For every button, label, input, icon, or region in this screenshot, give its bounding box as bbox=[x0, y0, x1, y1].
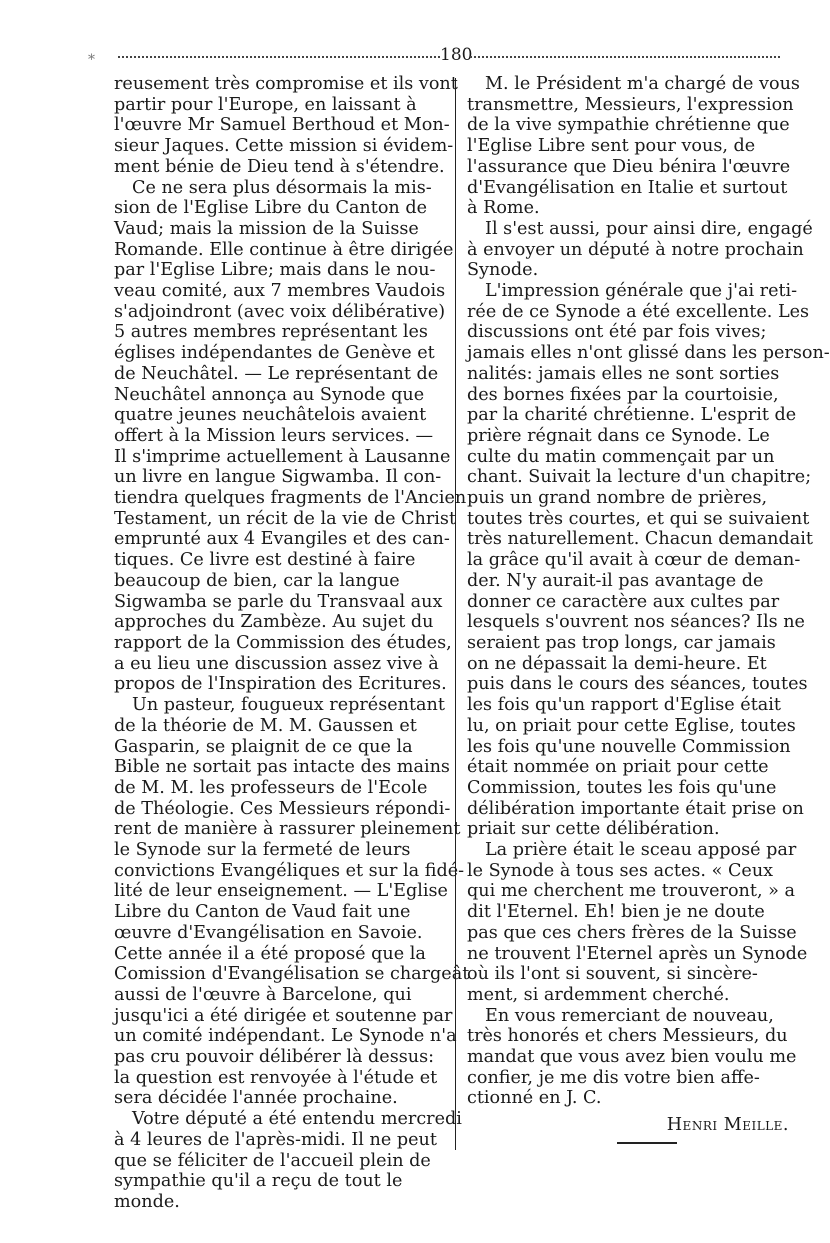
text-line: rent de manière à rassurer pleinement bbox=[114, 819, 461, 840]
text-line: Romande. Elle continue à être dirigée bbox=[114, 239, 454, 260]
text-line: transmettre, Messieurs, l'expression bbox=[467, 94, 794, 115]
text-line: approches du Zambèze. Au sujet du bbox=[114, 612, 434, 633]
text-line: mandat que vous avez bien voulu me bbox=[467, 1047, 797, 1068]
signature: Henri Meille. bbox=[666, 1115, 789, 1136]
text-line: jamais elles n'ont glissé dans les person- bbox=[467, 343, 830, 364]
text-line: a eu lieu une discussion assez vive à bbox=[114, 653, 439, 674]
text-line: priait sur cette délibération. bbox=[467, 819, 720, 840]
text-line: tiques. Ce livre est destiné à faire bbox=[114, 550, 416, 571]
right-column bbox=[467, 74, 830, 1144]
text-line: à Rome. bbox=[467, 198, 540, 219]
text-line: très honorés et chers Messieurs, du bbox=[467, 1026, 788, 1047]
text-line: Vaud; mais la mission de la Suisse bbox=[114, 218, 419, 239]
text-line: très naturellement. Chacun demandait bbox=[467, 529, 813, 550]
text-line: délibération importante était prise on bbox=[467, 798, 804, 819]
text-line: l'Eglise Libre sent pour vous, de bbox=[467, 136, 756, 157]
text-line: Cette année il a été proposé que la bbox=[114, 943, 426, 964]
text-line: de Théologie. Ces Messieurs répondi- bbox=[114, 798, 451, 819]
text-line: tiendra quelques fragments de l'Ancien bbox=[114, 488, 467, 509]
paragraph bbox=[114, 1109, 462, 1213]
text-line: Il s'est aussi, pour ainsi dire, engagé bbox=[485, 218, 813, 239]
text-line: reusement très compromise et ils vont bbox=[114, 74, 458, 94]
paragraph bbox=[467, 840, 808, 1006]
text-line: les fois qu'un rapport d'Eglise était bbox=[467, 695, 781, 716]
text-line: Sigwamba se parle du Transvaal aux bbox=[114, 591, 443, 612]
text-line: lesquels s'ouvrent nos séances? Ils ne bbox=[467, 612, 805, 633]
text-line: sion de l'Eglise Libre du Canton de bbox=[114, 198, 428, 219]
text-line: Il s'imprime actuellement à Lausanne bbox=[114, 446, 451, 467]
paragraph bbox=[114, 695, 470, 1109]
text-line: beaucoup de bien, car la langue bbox=[114, 570, 400, 591]
text-line: convictions Evangéliques et sur la fidé- bbox=[114, 860, 465, 881]
text-line: ment, si ardemment cherché. bbox=[467, 984, 730, 1005]
text-line: Libre du Canton de Vaud fait une bbox=[114, 902, 411, 923]
paragraph bbox=[114, 74, 458, 178]
text-line: œuvre d'Evangélisation en Savoie. bbox=[114, 922, 423, 943]
text-line: En vous remerciant de nouveau, bbox=[485, 1005, 774, 1026]
text-line: seraient pas trop longs, car jamais bbox=[467, 632, 776, 653]
margin-mark: * bbox=[88, 52, 95, 68]
text-line: Bible ne sortait pas intacte des mains bbox=[114, 757, 450, 778]
text-line: à envoyer un député à notre prochain bbox=[467, 239, 804, 260]
text-line: jusqu'ici a été dirigée et soutenne par bbox=[114, 1005, 453, 1026]
text-line: pas cru pouvoir délibérer là dessus: bbox=[114, 1047, 435, 1068]
text-line: on ne dépassait la demi-heure. Et bbox=[467, 653, 767, 674]
text-line: l'assurance que Dieu bénira l'œuvre bbox=[467, 156, 791, 177]
paragraph bbox=[467, 1005, 797, 1110]
text-line: Votre député a été entendu mercredi bbox=[132, 1109, 462, 1130]
column-divider bbox=[455, 78, 456, 1150]
text-line: lu, on priait pour cette Eglise, toutes bbox=[467, 715, 796, 736]
text-line: qui me cherchent me trouveront, » a bbox=[467, 881, 795, 902]
text-line: Gasparin, se plaignit de ce que la bbox=[114, 736, 413, 757]
text-line: Neuchâtel annonça au Synode que bbox=[114, 384, 425, 405]
text-line: monde. bbox=[114, 1191, 180, 1212]
text-line: lité de leur enseignement. — L'Eglise bbox=[114, 881, 448, 902]
paragraph bbox=[114, 177, 467, 696]
text-line: quatre jeunes neuchâtelois avaient bbox=[114, 405, 427, 426]
end-rule bbox=[617, 1142, 677, 1144]
text-line: discussions ont été par fois vives; bbox=[467, 322, 767, 343]
text-line: M. le Président m'a chargé de vous bbox=[485, 74, 800, 94]
text-line: nalités: jamais elles ne sont sorties bbox=[467, 363, 780, 384]
text-line: sympathie qu'il a reçu de tout le bbox=[114, 1171, 403, 1192]
text-line: églises indépendantes de Genève et bbox=[114, 343, 435, 364]
text-line: Synode. bbox=[467, 260, 539, 281]
page-header bbox=[118, 44, 780, 66]
text-line: Ce ne sera plus désormais la mis- bbox=[132, 177, 432, 198]
text-line: pas que ces chers frères de la Suisse bbox=[467, 922, 797, 943]
text-line: veau comité, aux 7 membres Vaudois bbox=[114, 281, 446, 302]
text-line: Commission, toutes les fois qu'une bbox=[467, 777, 777, 798]
text-line: de Neuchâtel. — Le représentant de bbox=[114, 363, 439, 384]
text-line: donner ce caractère aux cultes par bbox=[467, 591, 780, 612]
text-line: toutes très courtes, et qui se suivaient bbox=[467, 508, 810, 529]
text-line: un livre en langue Sigwamba. Il con- bbox=[114, 467, 442, 488]
text-line: der. N'y aurait-il pas avantage de bbox=[467, 570, 764, 591]
text-line: de M. M. les professeurs de l'Ecole bbox=[114, 777, 428, 798]
text-line: puis dans le cours des séances, toutes bbox=[467, 674, 808, 695]
paragraph bbox=[467, 281, 830, 840]
text-line: ment bénie de Dieu tend à s'étendre. bbox=[114, 156, 445, 177]
text-line: la grâce qu'il avait à cœur de deman- bbox=[467, 550, 801, 571]
text-line: où ils l'ont si souvent, si sincère- bbox=[467, 964, 758, 985]
header-rule-left bbox=[118, 56, 440, 58]
text-line: 5 autres membres représentant les bbox=[114, 322, 428, 343]
text-line: Testament, un récit de la vie de Christ bbox=[114, 508, 457, 529]
text-line: propos de l'Inspiration des Ecritures. bbox=[114, 674, 447, 695]
text-line: L'impression générale que j'ai reti- bbox=[485, 281, 798, 302]
text-line: Comission d'Evangélisation se chargeât bbox=[114, 964, 470, 985]
text-line: aussi de l'œuvre à Barcelone, qui bbox=[114, 984, 412, 1005]
text-line: culte du matin commençait par un bbox=[467, 446, 775, 467]
text-line: le Synode sur la fermeté de leurs bbox=[114, 840, 411, 861]
text-line: les fois qu'une nouvelle Commission bbox=[467, 736, 791, 757]
text-line: d'Evangélisation en Italie et surtout bbox=[467, 177, 788, 198]
page-number: 180 bbox=[440, 45, 473, 65]
text-line: ne trouvent l'Eternel après un Synode bbox=[467, 943, 808, 964]
text-line: ctionné en J. C. bbox=[467, 1088, 602, 1109]
text-line: que se féliciter de l'accueil plein de bbox=[114, 1150, 431, 1171]
text-line: la question est renvoyée à l'étude et bbox=[114, 1067, 438, 1088]
text-line: Un pasteur, fougueux représentant bbox=[132, 695, 445, 716]
header-rule-right bbox=[470, 56, 780, 58]
text-line: dit l'Eternel. Eh! bien je ne doute bbox=[467, 902, 765, 923]
text-line: sera décidée l'année prochaine. bbox=[114, 1088, 398, 1109]
text-line: confier, je me dis votre bien affe- bbox=[467, 1067, 760, 1088]
text-line: le Synode à tous ses actes. « Ceux bbox=[467, 860, 774, 881]
text-line: La prière était le sceau apposé par bbox=[485, 840, 797, 861]
text-line: s'adjoindront (avec voix délibérative) bbox=[114, 301, 446, 322]
text-line: rapport de la Commission des études, bbox=[114, 632, 452, 653]
text-line: un comité indépendant. Le Synode n'a bbox=[114, 1026, 457, 1047]
text-line: des bornes fixées par la courtoisie, bbox=[467, 384, 779, 405]
paragraph bbox=[467, 74, 800, 219]
text-line: offert à la Mission leurs services. — bbox=[114, 425, 434, 446]
text-line: de la vive sympathie chrétienne que bbox=[467, 115, 790, 136]
left-column bbox=[114, 74, 470, 1213]
text-line: partir pour l'Europe, en laissant à bbox=[114, 94, 417, 115]
text-line: sieur Jaques. Cette mission si évidem- bbox=[114, 136, 454, 157]
text-line: rée de ce Synode a été excellente. Les bbox=[467, 301, 810, 322]
text-line: prière régnait dans ce Synode. Le bbox=[467, 425, 770, 446]
text-line: puis un grand nombre de prières, bbox=[467, 488, 768, 509]
text-line: à 4 leures de l'après-midi. Il ne peut bbox=[114, 1129, 437, 1150]
text-line: emprunté aux 4 Evangiles et des can- bbox=[114, 529, 450, 550]
text-line: était nommée on priait pour cette bbox=[467, 757, 769, 778]
text-line: par la charité chrétienne. L'esprit de bbox=[467, 405, 797, 426]
text-line: par l'Eglise Libre; mais dans le nou- bbox=[114, 260, 436, 281]
paragraph bbox=[467, 218, 813, 281]
text-line: de la théorie de M. M. Gaussen et bbox=[114, 715, 417, 736]
text-line: chant. Suivait la lecture d'un chapitre; bbox=[467, 467, 812, 488]
text-line: l'œuvre Mr Samuel Berthoud et Mon- bbox=[114, 115, 450, 136]
